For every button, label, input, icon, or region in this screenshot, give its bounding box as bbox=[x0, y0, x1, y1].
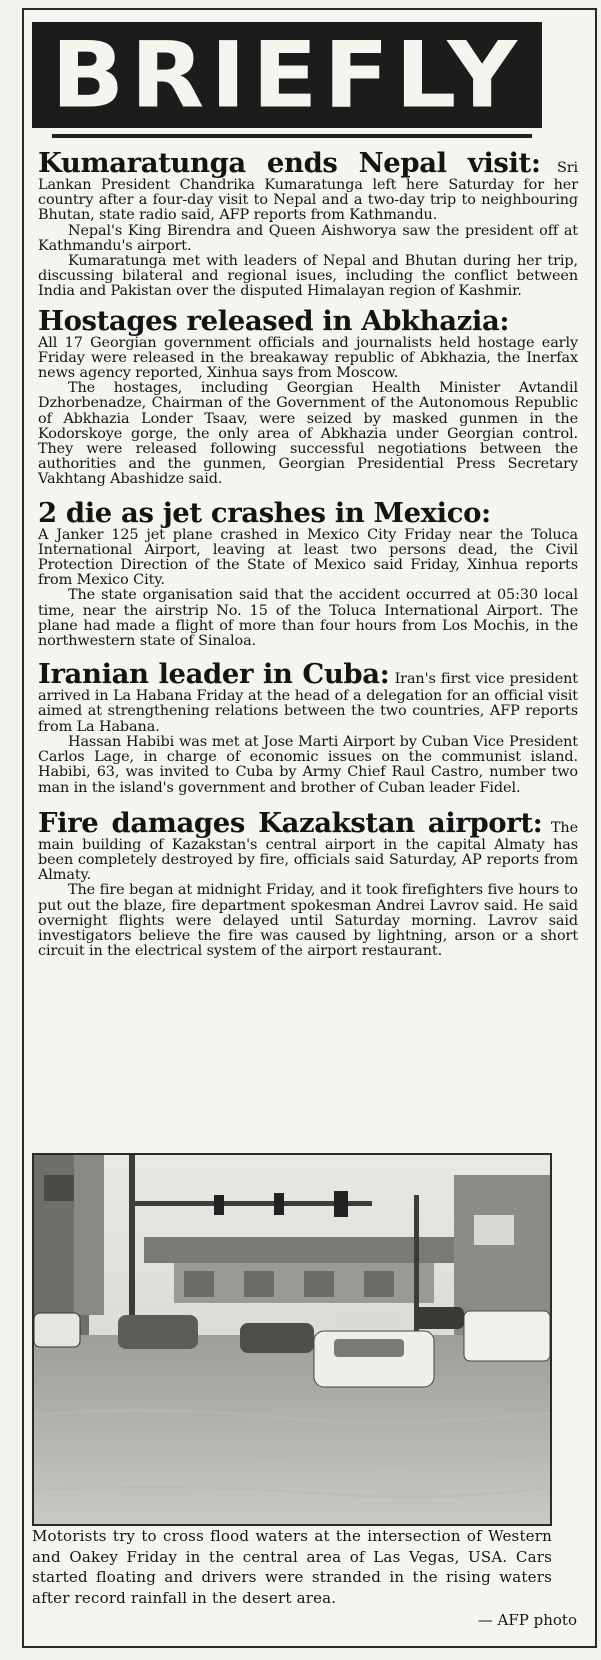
masthead-title: BRIEFLY bbox=[51, 22, 523, 128]
story-kumaratunga bbox=[38, 148, 578, 300]
photo-caption: Motorists try to cross flood waters at the intersection of Western and Oakey Friday in the central area of Las Vegas, USA. Cars started floating and drivers were stranded in the rising waters after record rainfall in the desert area. bbox=[32, 1527, 552, 1607]
flood-photo-image bbox=[34, 1155, 550, 1524]
story-lead: A Janker 125 jet plane crashed in Mexico City Friday near the Toluca International Airport, leaving at least two persons dead, the Civil Protection Direction of the State of Mexico said Friday, Xinhua reports from Mexico City. bbox=[38, 526, 578, 589]
story-paragraph: Kumaratunga met with leaders of Nepal and Bhutan during her trip, discussing bilateral and regional isues, including the conflict between India and Pakistan over the disputed Himalayan region of Kashmir. bbox=[38, 253, 578, 300]
flood-photo bbox=[32, 1153, 552, 1526]
story-cuba bbox=[38, 659, 578, 795]
story-lead: Sri Lankan President Chandrika Kumaratunga left here Saturday for her country after a four-day visit to Nepal and a two-day trip to neighbouring Bhutan, state radio said, AFP reports from Kathmandu. bbox=[38, 160, 578, 224]
story-headline: 2 die as jet crashes in Mexico: bbox=[38, 496, 491, 529]
story-lead: Iran's first vice president arrived in La Habana Friday at the head of a delegation for an official visit aimed at strengthening relations between the two countries, AFP reports from La Habana. bbox=[38, 671, 578, 735]
story-abkhazia bbox=[38, 306, 578, 488]
story-mexico bbox=[38, 498, 578, 650]
story-lead: All 17 Georgian government officials and journalists held hostage early Friday were released in the breakaway republic of Abkhazia, the Inerfax news agency reported, Xinhua says from Moscow. bbox=[38, 334, 578, 382]
story-paragraph: Nepal's King Birendra and Queen Aishworya saw the president off at Kathmandu's airport. bbox=[38, 222, 578, 254]
story-headline: Hostages released in Abkhazia: bbox=[38, 304, 510, 337]
story-paragraph: The fire began at midnight Friday, and it took firefighters five hours to put out the blaze, fire department spokesman Andrei Lavrov said. He said overnight flights were delayed until Saturday morning. Lavrov said investigators believe the fire was caused by lightning, arson or a short circuit in the electrical system of the airport restaurant. bbox=[38, 882, 578, 960]
stories-column bbox=[38, 142, 578, 959]
story-paragraph: The hostages, including Georgian Health Minister Avtandil Dzhorbenadze, Chairman of the Government of the Autonomous Republic of Abkhazia Londer Tsaav, were seized by masked gunmen in the Kodorskoye gorge, the only area of Abkhazia under Georgian control. They were released following successful negotiations between the authorities and the gunmen, Georgian Presidential Press Secretary Vakhtang Abashidze said. bbox=[38, 380, 578, 488]
story-paragraph: Hassan Habibi was met at Jose Marti Airport by Cuban Vice President Carlos Lage, in charge of economic issues on the communist island. Habibi, 63, was invited to Cuba by Army Chief Raul Castro, number two man in the island's government and brother of Cuban leader Fidel. bbox=[38, 733, 578, 796]
story-paragraph: The state organisation said that the accident occurred at 05:30 local time, near the airstrip No. 15 of the Toluca International Airport. The plane had made a flight of more than four hours from Los Mochis, in the northwestern state of Sinaloa. bbox=[38, 587, 578, 650]
photo-credit: — AFP photo bbox=[477, 1611, 577, 1629]
story-kazakstan bbox=[38, 808, 578, 960]
story-headline: Kumaratunga ends Nepal visit: bbox=[38, 147, 541, 179]
masthead bbox=[32, 22, 542, 128]
story-headline: Iranian leader in Cuba: bbox=[38, 658, 390, 691]
story-headline: Fire damages Kazakstan airport: bbox=[38, 806, 543, 839]
story-lead: The main building of Kazakstan's central airport in the capital Almaty has been completely destroyed by fire, officials said Saturday, AP reports from Almaty. bbox=[38, 819, 578, 884]
masthead-rule bbox=[52, 134, 532, 138]
